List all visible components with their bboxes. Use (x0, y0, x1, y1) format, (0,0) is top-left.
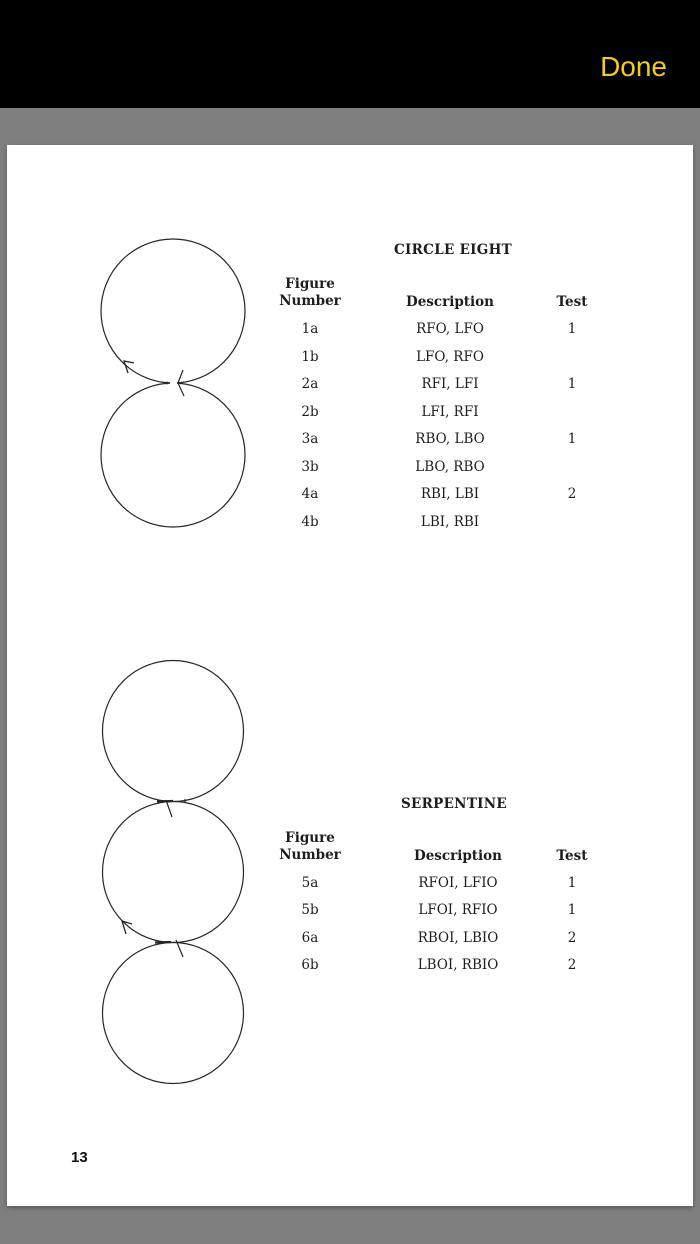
description-cell: LBI, RBI (420, 514, 480, 530)
description-cell: RBI, LBI (420, 486, 480, 502)
table-row (7, 376, 693, 394)
document-page (7, 145, 693, 1206)
description-cell: LBOI, RBIO (417, 957, 499, 973)
description-cell: LFI, RFI (421, 404, 479, 420)
column-header-test: Test (556, 294, 588, 310)
column-header-test: Test (556, 848, 588, 864)
column-header-figure-line1: Figure (285, 276, 335, 292)
figure-number-cell: 5a (301, 875, 319, 891)
test-cell: 1 (567, 431, 577, 447)
done-button[interactable]: Done (600, 51, 667, 82)
test-cell: 1 (567, 376, 577, 392)
description-cell: RBO, LBO (415, 431, 485, 447)
section-title-circle-eight: CIRCLE EIGHT (393, 242, 513, 258)
description-cell: LFOI, RFIO (418, 902, 498, 918)
description-cell: RFO, LFO (416, 321, 484, 337)
test-cell: 1 (567, 321, 577, 337)
figure-number-cell: 1a (301, 321, 319, 337)
column-header-figure-line1: Figure (285, 830, 335, 846)
figure-number-cell: 6a (301, 930, 319, 946)
column-header-description: Description (406, 294, 494, 310)
table-row (7, 486, 693, 504)
figure-number-cell: 6b (301, 957, 319, 973)
table-row (7, 404, 693, 422)
description-cell: LFO, RFO (416, 349, 484, 365)
column-header-figure-line2: Number (279, 847, 341, 863)
description-cell: RFI, LFI (421, 376, 479, 392)
serpentine-diagram (93, 651, 253, 1095)
test-cell: 2 (567, 486, 577, 502)
table-row (7, 930, 693, 948)
figure-number-cell: 4a (301, 486, 319, 502)
column-header-figure-line2: Number (279, 293, 341, 309)
table-row (7, 902, 693, 920)
column-header-figure-number (260, 276, 360, 310)
column-header-description: Description (414, 848, 502, 864)
test-cell: 1 (567, 902, 577, 918)
column-header-figure-number (260, 830, 360, 864)
test-cell: 2 (567, 957, 577, 973)
description-cell: RBOI, LBIO (417, 930, 499, 946)
navigation-bar (0, 0, 700, 108)
description-cell: RFOI, LFIO (418, 875, 498, 891)
figure-number-cell: 3b (301, 459, 319, 475)
table-row (7, 431, 693, 449)
start-tick-mark (166, 800, 172, 817)
figure-number-cell: 3a (301, 431, 319, 447)
figure-number-cell: 5b (301, 902, 319, 918)
figure-number-cell: 1b (301, 349, 319, 365)
figure-number-cell: 4b (301, 514, 319, 530)
test-cell: 2 (567, 930, 577, 946)
page-number: 13 (71, 1149, 88, 1166)
table-row (7, 459, 693, 477)
description-cell: LBO, RBO (415, 459, 485, 475)
section-title-serpentine: SERPENTINE (400, 796, 508, 812)
table-row (7, 321, 693, 339)
table-row (7, 349, 693, 367)
figure-number-cell: 2b (301, 404, 319, 420)
table-row (7, 957, 693, 975)
table-row (7, 875, 693, 893)
figure-number-cell: 2a (301, 376, 319, 392)
tangent-dash (157, 801, 173, 802)
test-cell: 1 (567, 875, 577, 891)
table-row (7, 514, 693, 532)
